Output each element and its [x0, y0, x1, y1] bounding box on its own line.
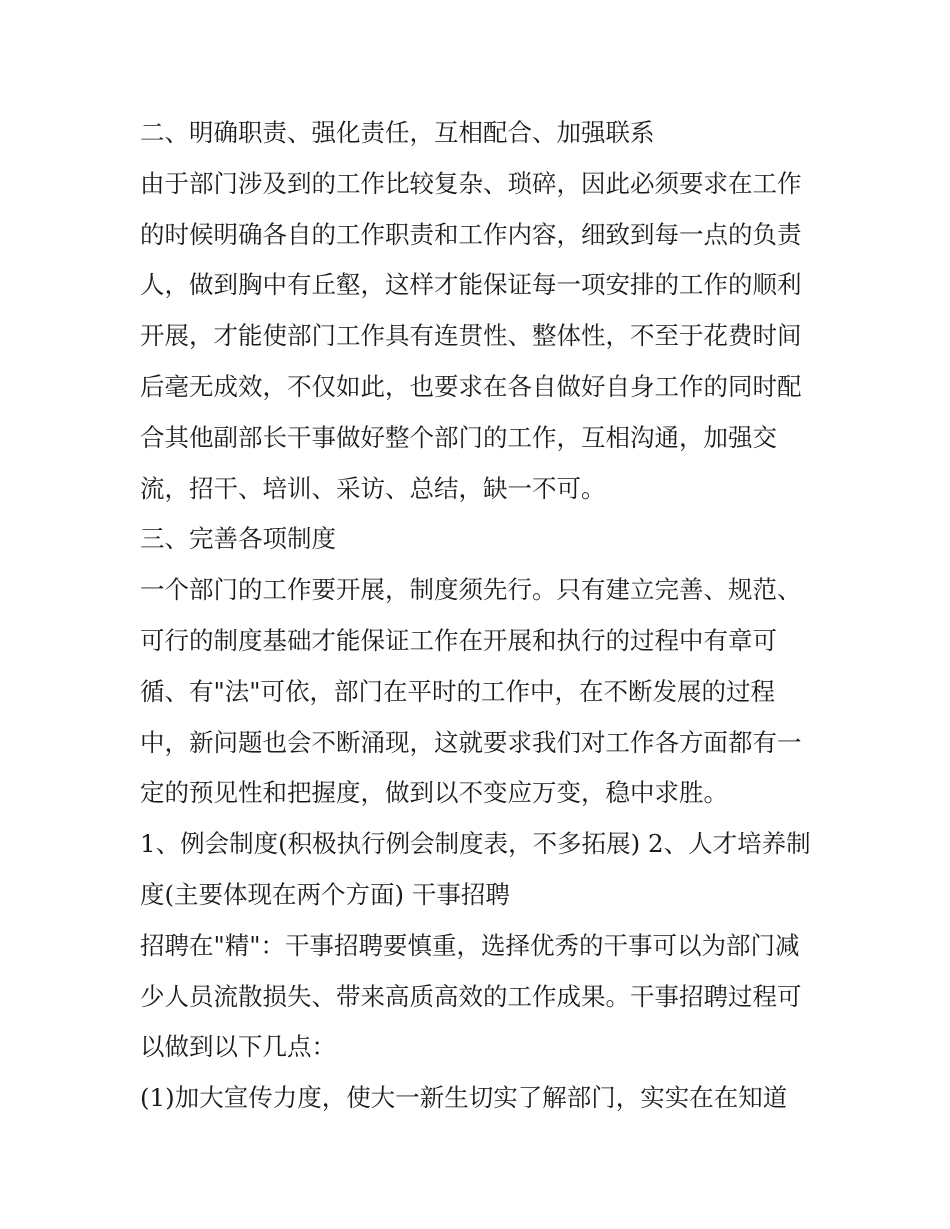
- list-item-line: 1、例会制度(积极执行例会制度表，不多拓展) 2、人才培养制: [140, 829, 811, 859]
- paragraph-line: 开展，才能使部门工作具有连贯性、整体性，不至于花费时间: [140, 321, 802, 351]
- paragraph-line: 合其他副部长干事做好整个部门的工作，互相沟通，加强交: [140, 422, 777, 452]
- section-heading-2: 二、明确职责、强化责任，互相配合、加强联系: [140, 118, 655, 147]
- paragraph-line: 少人员流散损失、带来高质高效的工作成果。干事招聘过程可: [140, 981, 802, 1011]
- paragraph-line: 循、有"法"可依，部门在平时的工作中，在不断发展的过程: [140, 676, 776, 706]
- document-body: [140, 108, 820, 1124]
- paragraph-line: 由于部门涉及到的工作比较复杂、琐碎，因此必须要求在工作: [140, 168, 802, 198]
- paragraph-line: 招聘在"精"：干事招聘要慎重，选择优秀的干事可以为部门减: [140, 930, 800, 960]
- paragraph-line: 的时候明确各自的工作职责和工作内容，细致到每一点的负责: [140, 219, 802, 249]
- paragraph-line: 流，招干、培训、采访、总结，缺一不可。: [140, 473, 606, 503]
- list-item-line: 度(主要体现在两个方面) 干事招聘: [140, 879, 510, 909]
- paragraph-line: 人，做到胸中有丘壑，这样才能保证每一项安排的工作的顺利: [140, 270, 802, 300]
- paragraph-line: 中，新问题也会不断涌现，这就要求我们对工作各方面都有一: [140, 727, 802, 757]
- paragraph-line: 定的预见性和把握度，做到以不变应万变，稳中求胜。: [140, 778, 728, 808]
- section-heading-3: 三、完善各项制度: [140, 524, 336, 554]
- list-item-line: (1)加大宣传力度，使大一新生切实了解部门，实实在在知道: [140, 1083, 788, 1113]
- paragraph-line: 以做到以下几点：: [140, 1032, 336, 1062]
- paragraph-line: 一个部门的工作要开展，制度须先行。只有建立完善、规范、: [140, 575, 802, 605]
- paragraph-line: 后毫无成效，不仅如此，也要求在各自做好自身工作的同时配: [140, 371, 802, 401]
- paragraph-line: 可行的制度基础才能保证工作在开展和执行的过程中有章可: [140, 625, 777, 655]
